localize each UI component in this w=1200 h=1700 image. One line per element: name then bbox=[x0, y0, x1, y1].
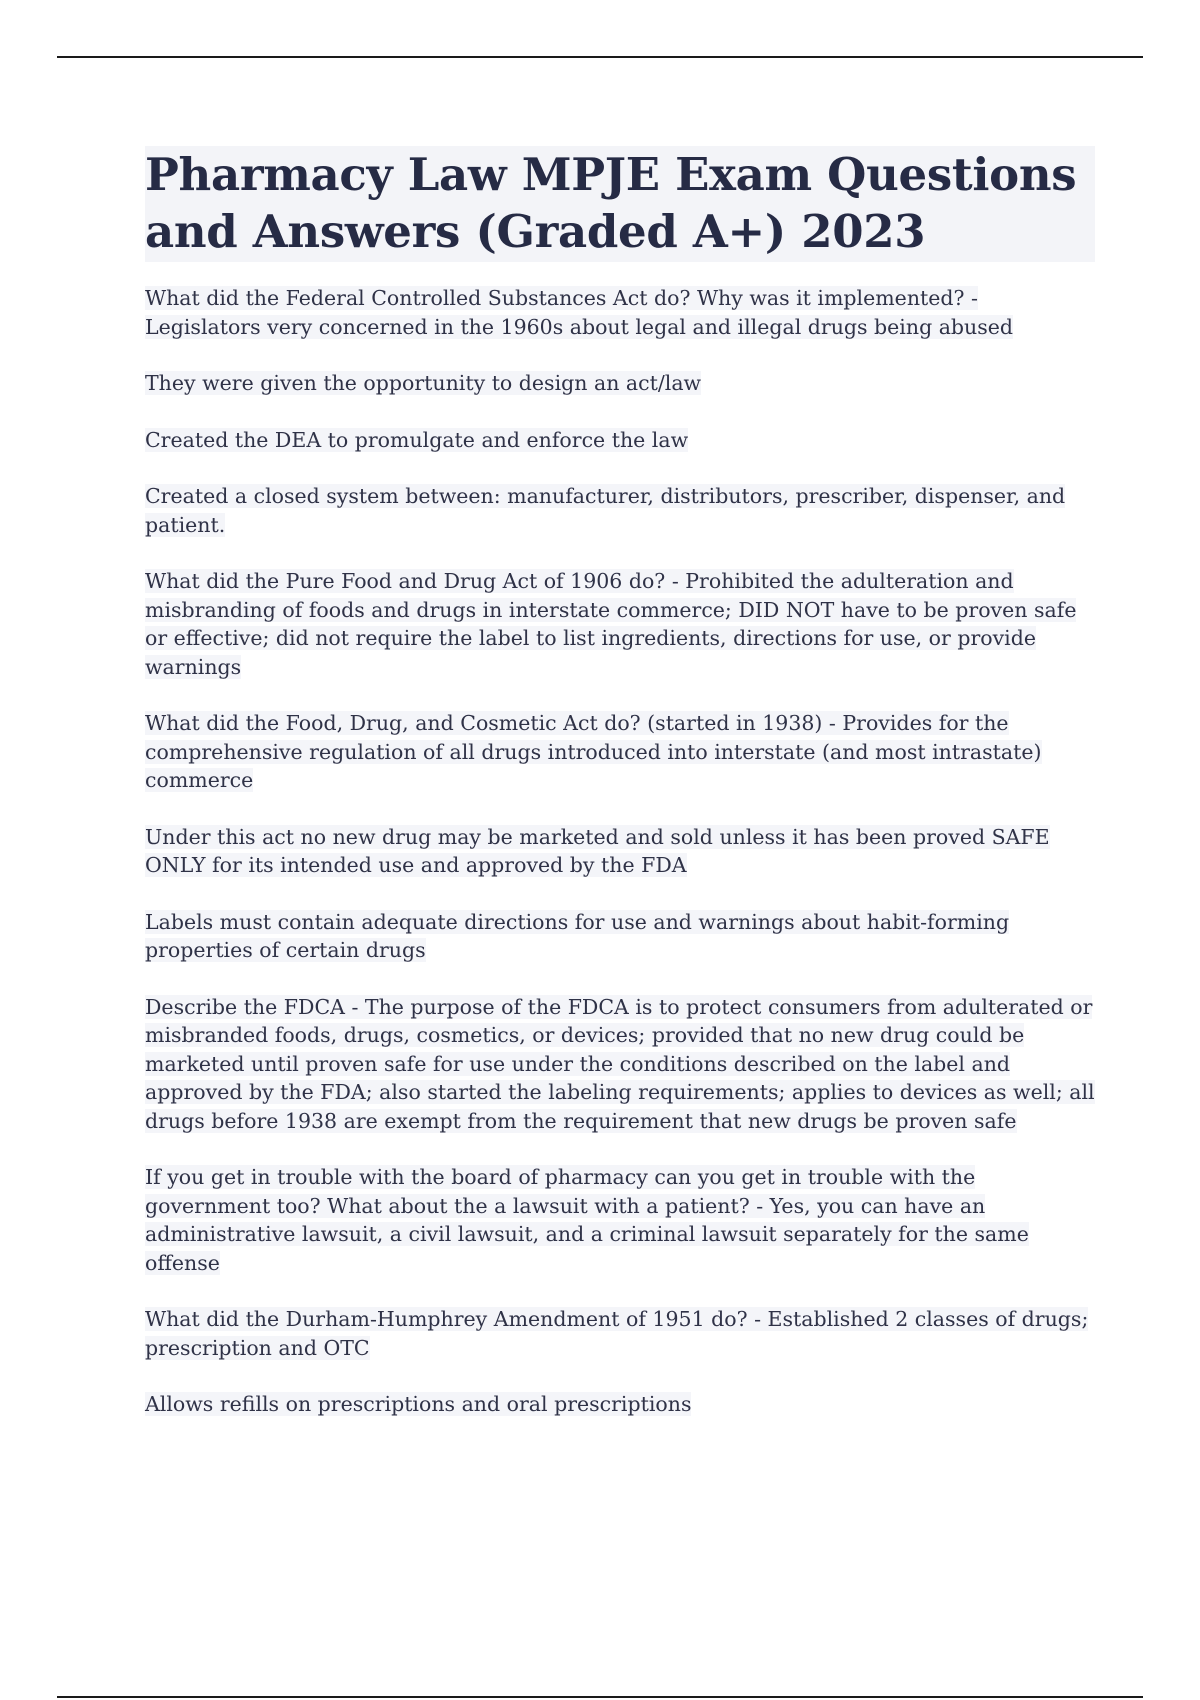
paragraph-text: Describe the FDCA - The purpose of the FDCA is to protect consumers from adulterated or misbranded foods, drugs, cosmetics, or devices; provided that no new drug could be marketed until proven safe for use under the conditions described on the label and approved by the FDA; also started the labeling requirements; applies to devices as well; all drugs before 1938 are exempt from the requirement that new drugs be proven safe bbox=[145, 994, 1095, 1133]
header-rule bbox=[57, 56, 1143, 58]
document-body bbox=[145, 146, 1095, 1447]
paragraph-text: They were given the opportunity to design an act/law bbox=[145, 371, 702, 395]
paragraph bbox=[145, 993, 1095, 1136]
paragraph bbox=[145, 823, 1095, 880]
paragraph-text: What did the Food, Drug, and Cosmetic Act do? (started in 1938) - Provides for the comprehensive regulation of all drugs introduced into interstate (and most intrastate) commerce bbox=[145, 711, 1042, 792]
paragraph-text: Under this act no new drug may be marketed and sold unless it has been proved SAFE ONLY for its intended use and approved by the FDA bbox=[145, 824, 1050, 877]
paragraph-text: Created the DEA to promulgate and enforce the law bbox=[145, 427, 689, 452]
document-title: Pharmacy Law MPJE Exam Questions and Answers (Graded A+) 2023 bbox=[145, 146, 1095, 262]
paragraph bbox=[145, 426, 1095, 455]
footer-rule bbox=[57, 1696, 1143, 1698]
paragraph bbox=[145, 908, 1095, 965]
paragraph bbox=[145, 482, 1095, 539]
paragraph-text: If you get in trouble with the board of pharmacy can you get in trouble with the government too? What about the a lawsuit with a patient? - Yes, you can have an administrative lawsuit, a civil lawsuit, and a criminal lawsuit separately for the same offense bbox=[145, 1165, 1029, 1275]
paragraph bbox=[145, 369, 1095, 398]
paragraph bbox=[145, 567, 1095, 681]
paragraph-text: What did the Federal Controlled Substances Act do? Why was it implemented? - Legislators very concerned in the 1960s about legal and illegal drugs being abused bbox=[145, 286, 1014, 339]
paragraph-text: What did the Durham-Humphrey Amendment of 1951 do? - Established 2 classes of drugs; prescription and OTC bbox=[145, 1307, 1089, 1360]
paragraph bbox=[145, 284, 1095, 341]
paragraph-text: Created a closed system between: manufacturer, distributors, prescriber, dispenser, and patient. bbox=[145, 484, 1066, 537]
paragraph-text: What did the Pure Food and Drug Act of 1906 do? - Prohibited the adulteration and misbranding of foods and drugs in interstate commerce; DID NOT have to be proven safe or effective; did not require the label to list ingredients, directions for use, or provide warnings bbox=[145, 569, 1077, 679]
paragraph-text: Labels must contain adequate directions for use and warnings about habit-forming properties of certain drugs bbox=[145, 909, 1010, 962]
paragraph bbox=[145, 1163, 1095, 1277]
paragraph bbox=[145, 1305, 1095, 1362]
paragraph-text: Allows refills on prescriptions and oral prescriptions bbox=[145, 1392, 692, 1416]
paragraph bbox=[145, 1390, 1095, 1419]
paragraph bbox=[145, 709, 1095, 795]
